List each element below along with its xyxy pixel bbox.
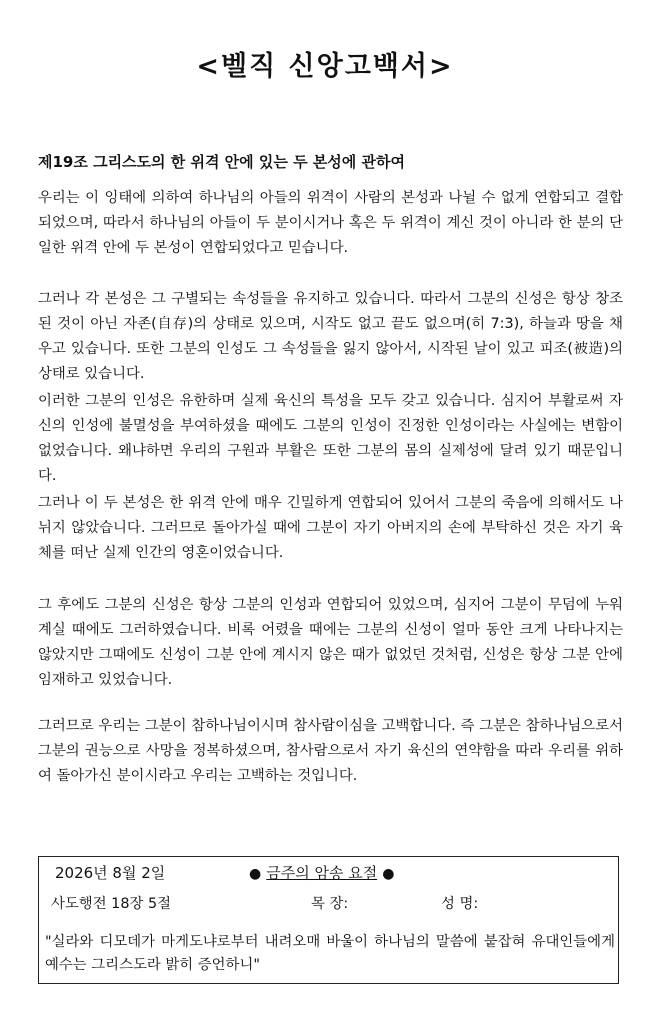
body-paragraph: 이러한 그분의 인성은 유한하며 실제 육신의 특성을 모두 갖고 있습니다. 심지어 부활로써 자신의 인성에 불멸성을 부여하셨을 때에도 그분의 인성이 진정한 인성이라는 사실에는 변함이 없었습니다. 왜냐하면 우리의 구원과 부활은 또한 그분의 몸의 실제성에 달려 있기 때문입니다.	[38, 393, 623, 484]
bullet-icon: ●	[249, 866, 262, 882]
body-paragraph: 우리는 이 잉태에 의하여 하나님의 아들의 위격이 사람의 본성과 나뉠 수 없게 연합되고 결합되었으며, 따라서 하나님의 아들이 두 분이시거나 혹은 두 위격이 계신 것이 아니라 한 분의 단일한 위격 안에 두 본성이 연합되었다고 믿습니다.	[38, 190, 623, 256]
memory-box-header	[39, 862, 618, 884]
body-paragraph: 그 후에도 그분의 신성은 항상 그분의 인성과 연합되어 있었으며, 심지어 그분이 무덤에 누워 계실 때에도 그러하였습니다. 비록 어렸을 때에는 그분의 신성이 얼마 동안 크게 나타나지는 않았지만 그때에도 신성이 그분 안에 계시지 않은 때가 없었던 것처럼, 신성은 항상 그분 안에 임재하고 있었습니다.	[38, 597, 623, 688]
bullet-icon: ●	[382, 866, 395, 882]
memory-verse-text: "실라와 디모데가 마게도냐로부터 내려오매 바울이 하나님의 말씀에 붙잡혀 유대인들에게 예수는 그리스도라 밝히 증언하니"	[45, 934, 615, 973]
body-paragraph: 그러므로 우리는 그분이 참하나님이시며 참사람이심을 고백합니다. 즉 그분은 참하나님으로서 그분의 권능으로 사망을 정복하셨으며, 참사람으로서 자기 육신의 연약함을 따라 우리를 위하여 돌아가신 분이시라고 우리는 고백하는 것입니다.	[38, 718, 623, 784]
article-heading: 제19조 그리스도의 한 위격 안에 있는 두 본성에 관하여	[38, 153, 405, 171]
memory-verse-label: 금주의 암송 요절	[266, 864, 378, 882]
memory-date: 2026년 8월 2일	[55, 864, 166, 882]
verse-reference: 사도행전 18장 5절	[51, 896, 172, 912]
memory-verse-box	[38, 856, 619, 984]
name-signature-label: 성 명:	[441, 896, 479, 912]
memory-verse-title	[249, 862, 394, 883]
body-paragraph: 그러나 각 본성은 그 구별되는 속성들을 유지하고 있습니다. 따라서 그분의 신성은 항상 창조된 것이 아닌 자존(自存)의 상태로 있으며, 시작도 없고 끝도 없으며(히 7:3), 하늘과 땅을 채우고 있습니다. 또한 그분의 인성도 그 속성들을 잃지 않아서, 시작된 날이 있고 피조(被造)의 상태로 있습니다.	[38, 291, 623, 382]
document-title: <벨직 신앙고백서>	[196, 51, 454, 82]
body-paragraph: 그러나 이 두 본성은 한 위격 안에 매우 긴밀하게 연합되어 있어서 그분의 죽음에 의해서도 나뉘지 않았습니다. 그러므로 돌아가실 때에 그분이 자기 아버지의 손에 부탁하신 것은 자기 육체를 떠난 실제 인간의 영혼이었습니다.	[38, 495, 623, 561]
memory-box-info-row	[39, 892, 618, 914]
group-leader-signature-label: 목 장:	[311, 896, 349, 912]
